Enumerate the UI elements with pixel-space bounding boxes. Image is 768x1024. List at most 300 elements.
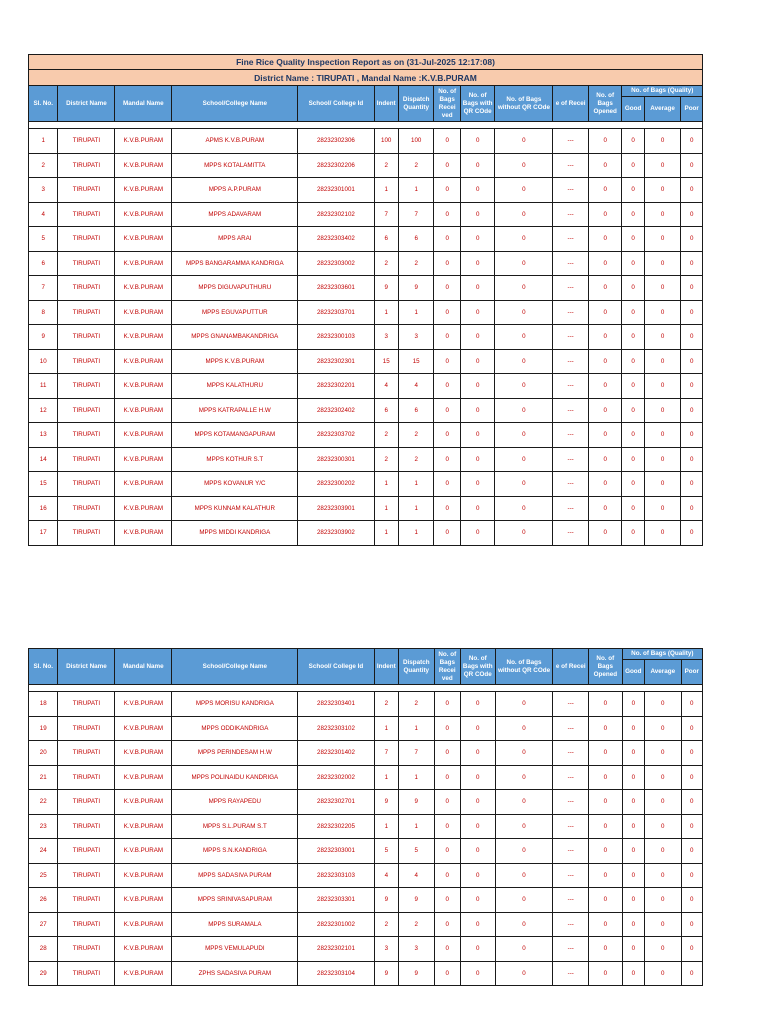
average-cell: 0 xyxy=(644,325,681,350)
col-header-good: Good xyxy=(622,660,644,685)
date-received-cell: --- xyxy=(553,325,589,350)
header-slot-1 xyxy=(29,86,703,129)
sl-no-cell: 20 xyxy=(29,741,58,766)
indent-cell: 2 xyxy=(374,912,398,937)
dispatch-cell: 9 xyxy=(398,790,434,815)
school-id-cell: 28232302205 xyxy=(298,814,374,839)
sl-no-cell: 15 xyxy=(29,472,58,497)
dispatch-cell: 9 xyxy=(398,276,434,301)
indent-cell: 2 xyxy=(374,447,398,472)
col-header-bags-opened: No. of Bags Opened xyxy=(589,649,623,685)
bags-opened-cell: 0 xyxy=(588,472,622,497)
school-name-cell: MPPS POLINAIDU KANDRIGA xyxy=(172,765,298,790)
district-cell: TIRUPATI xyxy=(58,790,115,815)
bags-received-cell: 0 xyxy=(434,839,460,864)
date-received-cell: --- xyxy=(553,496,589,521)
average-cell: 0 xyxy=(644,276,681,301)
bags-opened-cell: 0 xyxy=(589,863,623,888)
bags-without-qr-cell: 0 xyxy=(495,741,553,766)
poor-cell: 0 xyxy=(681,325,703,350)
col-header-school: School/College Name xyxy=(172,86,298,122)
indent-cell: 3 xyxy=(374,937,398,962)
date-received-cell: --- xyxy=(553,961,589,986)
sl-no-cell: 6 xyxy=(29,251,58,276)
bags-without-qr-cell: 0 xyxy=(495,496,553,521)
poor-cell: 0 xyxy=(681,227,703,252)
bags-received-cell: 0 xyxy=(434,325,460,350)
mandal-cell: K.V.B.PURAM xyxy=(115,300,172,325)
column-header-row xyxy=(29,86,703,97)
bags-opened-cell: 0 xyxy=(588,153,622,178)
date-received-cell: --- xyxy=(553,153,589,178)
mandal-cell: K.V.B.PURAM xyxy=(115,349,172,374)
table-row xyxy=(29,716,703,741)
bags-opened-cell: 0 xyxy=(588,300,622,325)
indent-cell: 1 xyxy=(374,765,398,790)
sl-no-cell: 3 xyxy=(29,178,58,203)
bags-qr-cell: 0 xyxy=(460,814,495,839)
sl-no-cell: 7 xyxy=(29,276,58,301)
bags-qr-cell: 0 xyxy=(460,741,495,766)
school-name-cell: MPPS K.V.B.PURAM xyxy=(172,349,298,374)
mandal-cell: K.V.B.PURAM xyxy=(115,227,172,252)
indent-cell: 4 xyxy=(374,374,398,399)
bags-qr-cell: 0 xyxy=(460,374,495,399)
table-row xyxy=(29,790,703,815)
indent-cell: 4 xyxy=(374,863,398,888)
bags-without-qr-cell: 0 xyxy=(495,790,553,815)
col-header-quality-group: No. of Bags (Quality) xyxy=(622,86,703,97)
bags-without-qr-cell: 0 xyxy=(495,178,553,203)
col-header-district: District Name xyxy=(58,86,115,122)
col-header-poor: Poor xyxy=(681,660,702,685)
bags-received-cell: 0 xyxy=(434,300,460,325)
indent-cell: 9 xyxy=(374,961,398,986)
school-id-cell: 28232303104 xyxy=(298,961,374,986)
table-row xyxy=(29,521,703,546)
school-id-cell: 28232302306 xyxy=(298,129,374,154)
bags-without-qr-cell: 0 xyxy=(495,251,553,276)
average-cell: 0 xyxy=(644,521,681,546)
dispatch-cell: 5 xyxy=(398,839,434,864)
dispatch-cell: 15 xyxy=(398,349,434,374)
district-cell: TIRUPATI xyxy=(58,423,115,448)
mandal-cell: K.V.B.PURAM xyxy=(115,692,172,717)
dispatch-cell: 2 xyxy=(398,447,434,472)
spacer-cell xyxy=(29,122,703,129)
indent-cell: 9 xyxy=(374,790,398,815)
school-id-cell: 28232300202 xyxy=(298,472,374,497)
average-cell: 0 xyxy=(644,472,681,497)
school-name-cell: MPPS KOTALAMITTA xyxy=(172,153,298,178)
bags-qr-cell: 0 xyxy=(460,153,495,178)
report-table xyxy=(28,54,703,546)
bags-opened-cell: 0 xyxy=(589,912,623,937)
bags-without-qr-cell: 0 xyxy=(495,398,553,423)
sl-no-cell: 19 xyxy=(29,716,58,741)
sl-no-cell: 9 xyxy=(29,325,58,350)
indent-cell: 6 xyxy=(374,398,398,423)
bags-without-qr-cell: 0 xyxy=(495,202,553,227)
school-id-cell: 28232302206 xyxy=(298,153,374,178)
bags-opened-cell: 0 xyxy=(589,888,623,913)
poor-cell: 0 xyxy=(681,398,703,423)
school-name-cell: MPPS EGUVAPUTTUR xyxy=(172,300,298,325)
poor-cell: 0 xyxy=(681,423,703,448)
bags-without-qr-cell: 0 xyxy=(495,423,553,448)
sl-no-cell: 10 xyxy=(29,349,58,374)
col-header-mandal: Mandal Name xyxy=(115,649,172,685)
date-received-cell: --- xyxy=(553,129,589,154)
bags-opened-cell: 0 xyxy=(588,349,622,374)
sl-no-cell: 5 xyxy=(29,227,58,252)
school-name-cell: MPPS SURAMALA xyxy=(172,912,298,937)
indent-cell: 1 xyxy=(374,472,398,497)
dispatch-cell: 2 xyxy=(398,251,434,276)
bags-qr-cell: 0 xyxy=(460,447,495,472)
sl-no-cell: 21 xyxy=(29,765,58,790)
good-cell: 0 xyxy=(622,496,644,521)
date-received-cell: --- xyxy=(553,790,589,815)
date-received-cell: --- xyxy=(553,839,589,864)
bags-qr-cell: 0 xyxy=(460,276,495,301)
poor-cell: 0 xyxy=(681,692,702,717)
bags-received-cell: 0 xyxy=(434,741,460,766)
district-cell: TIRUPATI xyxy=(58,276,115,301)
header-slot-2 xyxy=(29,649,703,692)
district-cell: TIRUPATI xyxy=(58,447,115,472)
table-row xyxy=(29,741,703,766)
school-name-cell: MPPS SADASIVA PURAM xyxy=(172,863,298,888)
school-id-cell: 28232303601 xyxy=(298,276,374,301)
mandal-cell: K.V.B.PURAM xyxy=(115,374,172,399)
bags-qr-cell: 0 xyxy=(460,227,495,252)
average-cell: 0 xyxy=(644,129,681,154)
indent-cell: 15 xyxy=(374,349,398,374)
district-cell: TIRUPATI xyxy=(58,863,115,888)
school-name-cell: MPPS KOTHUR S.T xyxy=(172,447,298,472)
dispatch-cell: 1 xyxy=(398,765,434,790)
school-name-cell: MPPS SRINIVASAPURAM xyxy=(172,888,298,913)
average-cell: 0 xyxy=(644,961,681,986)
school-name-cell: MPPS MIDDI KANDRIGA xyxy=(172,521,298,546)
good-cell: 0 xyxy=(622,276,644,301)
bags-without-qr-cell: 0 xyxy=(495,863,553,888)
school-id-cell: 28232301402 xyxy=(298,741,374,766)
bags-opened-cell: 0 xyxy=(589,961,623,986)
good-cell: 0 xyxy=(622,472,644,497)
indent-cell: 3 xyxy=(374,325,398,350)
bags-received-cell: 0 xyxy=(434,912,460,937)
report-title: Fine Rice Quality Inspection Report as on (31-Jul-2025 12:17:08) xyxy=(29,55,703,70)
col-header-district: District Name xyxy=(58,649,115,685)
date-received-cell: --- xyxy=(553,472,589,497)
date-received-cell: --- xyxy=(553,765,589,790)
poor-cell: 0 xyxy=(681,888,702,913)
bags-opened-cell: 0 xyxy=(588,521,622,546)
sl-no-cell: 25 xyxy=(29,863,58,888)
bags-without-qr-cell: 0 xyxy=(495,814,553,839)
mandal-cell: K.V.B.PURAM xyxy=(115,839,172,864)
bags-qr-cell: 0 xyxy=(460,178,495,203)
sl-no-cell: 1 xyxy=(29,129,58,154)
dispatch-cell: 1 xyxy=(398,300,434,325)
bags-received-cell: 0 xyxy=(434,814,460,839)
table-row xyxy=(29,814,703,839)
sl-no-cell: 13 xyxy=(29,423,58,448)
good-cell: 0 xyxy=(622,888,644,913)
bags-qr-cell: 0 xyxy=(460,863,495,888)
good-cell: 0 xyxy=(622,129,644,154)
average-cell: 0 xyxy=(644,741,681,766)
average-cell: 0 xyxy=(644,496,681,521)
indent-cell: 5 xyxy=(374,839,398,864)
school-id-cell: 28232303102 xyxy=(298,716,374,741)
report-table-page-1 xyxy=(28,54,703,546)
bags-received-cell: 0 xyxy=(434,521,460,546)
good-cell: 0 xyxy=(622,814,644,839)
col-header-date-received: e of Recei xyxy=(553,86,589,122)
date-received-cell: --- xyxy=(553,276,589,301)
date-received-cell: --- xyxy=(553,888,589,913)
school-id-cell: 28232300103 xyxy=(298,325,374,350)
average-cell: 0 xyxy=(644,227,681,252)
indent-cell: 100 xyxy=(374,129,398,154)
school-name-cell: MPPS KOVANUR Y/C xyxy=(172,472,298,497)
good-cell: 0 xyxy=(622,741,644,766)
bags-without-qr-cell: 0 xyxy=(495,937,553,962)
bags-received-cell: 0 xyxy=(434,790,460,815)
school-id-cell: 28232302701 xyxy=(298,790,374,815)
school-name-cell: MPPS DIGUVAPUTHURU xyxy=(172,276,298,301)
sl-no-cell: 12 xyxy=(29,398,58,423)
sl-no-cell: 23 xyxy=(29,814,58,839)
school-name-cell: MPPS MORISU KANDRIGA xyxy=(172,692,298,717)
good-cell: 0 xyxy=(622,912,644,937)
good-cell: 0 xyxy=(622,300,644,325)
good-cell: 0 xyxy=(622,251,644,276)
date-received-cell: --- xyxy=(553,912,589,937)
average-cell: 0 xyxy=(644,912,681,937)
date-received-cell: --- xyxy=(553,227,589,252)
bags-without-qr-cell: 0 xyxy=(495,888,553,913)
average-cell: 0 xyxy=(644,251,681,276)
bags-qr-cell: 0 xyxy=(460,839,495,864)
bags-received-cell: 0 xyxy=(434,153,460,178)
indent-cell: 9 xyxy=(374,888,398,913)
bags-without-qr-cell: 0 xyxy=(495,349,553,374)
district-cell: TIRUPATI xyxy=(58,153,115,178)
bags-qr-cell: 0 xyxy=(460,251,495,276)
col-header-average: Average xyxy=(644,97,681,122)
district-cell: TIRUPATI xyxy=(58,325,115,350)
school-name-cell: APMS K.V.B.PURAM xyxy=(172,129,298,154)
mandal-cell: K.V.B.PURAM xyxy=(115,912,172,937)
col-header-bags-qr: No. of Bags with QR COde xyxy=(460,86,495,122)
col-header-bags-received: No. of Bags Recei ved xyxy=(434,649,460,685)
district-cell: TIRUPATI xyxy=(58,349,115,374)
school-id-cell: 28232302102 xyxy=(298,202,374,227)
bags-qr-cell: 0 xyxy=(460,325,495,350)
indent-cell: 6 xyxy=(374,227,398,252)
table-row xyxy=(29,374,703,399)
school-name-cell: MPPS KOTAMANGAPURAM xyxy=(172,423,298,448)
bags-received-cell: 0 xyxy=(434,251,460,276)
date-received-cell: --- xyxy=(553,692,589,717)
average-cell: 0 xyxy=(644,814,681,839)
bags-received-cell: 0 xyxy=(434,349,460,374)
bags-received-cell: 0 xyxy=(434,692,460,717)
school-id-cell: 28232302101 xyxy=(298,937,374,962)
school-id-cell: 28232303002 xyxy=(298,251,374,276)
school-name-cell: MPPS S.L.PURAM S.T xyxy=(172,814,298,839)
bags-received-cell: 0 xyxy=(434,716,460,741)
dispatch-cell: 7 xyxy=(398,202,434,227)
bags-without-qr-cell: 0 xyxy=(495,839,553,864)
col-header-bags-without-qr: No. of Bags without QR COde xyxy=(495,86,553,122)
average-cell: 0 xyxy=(644,692,681,717)
school-name-cell: MPPS A.P.PURAM xyxy=(172,178,298,203)
school-name-cell: MPPS BANGARAMMA KANDRIGA xyxy=(172,251,298,276)
average-cell: 0 xyxy=(644,839,681,864)
bags-received-cell: 0 xyxy=(434,374,460,399)
bags-qr-cell: 0 xyxy=(460,692,495,717)
col-header-average: Average xyxy=(644,660,681,685)
sl-no-cell: 22 xyxy=(29,790,58,815)
date-received-cell: --- xyxy=(553,251,589,276)
good-cell: 0 xyxy=(622,521,644,546)
dispatch-cell: 1 xyxy=(398,814,434,839)
district-cell: TIRUPATI xyxy=(58,888,115,913)
sl-no-cell: 4 xyxy=(29,202,58,227)
bags-received-cell: 0 xyxy=(434,496,460,521)
good-cell: 0 xyxy=(622,790,644,815)
bags-opened-cell: 0 xyxy=(588,276,622,301)
school-id-cell: 28232301001 xyxy=(298,178,374,203)
indent-cell: 1 xyxy=(374,300,398,325)
district-cell: TIRUPATI xyxy=(58,251,115,276)
bags-received-cell: 0 xyxy=(434,423,460,448)
bags-opened-cell: 0 xyxy=(588,398,622,423)
table-row xyxy=(29,276,703,301)
bags-qr-cell: 0 xyxy=(460,790,495,815)
school-id-cell: 28232303902 xyxy=(298,521,374,546)
dispatch-cell: 1 xyxy=(398,472,434,497)
poor-cell: 0 xyxy=(681,765,702,790)
indent-cell: 2 xyxy=(374,692,398,717)
bags-opened-cell: 0 xyxy=(589,765,623,790)
bags-received-cell: 0 xyxy=(434,202,460,227)
school-name-cell: MPPS KALATHURU xyxy=(172,374,298,399)
date-received-cell: --- xyxy=(553,398,589,423)
dispatch-cell: 100 xyxy=(398,129,434,154)
mandal-cell: K.V.B.PURAM xyxy=(115,129,172,154)
report-table-page-2 xyxy=(28,648,703,986)
poor-cell: 0 xyxy=(681,349,703,374)
col-header-bags-qr: No. of Bags with QR COde xyxy=(460,649,495,685)
sl-no-cell: 17 xyxy=(29,521,58,546)
school-id-cell: 28232302002 xyxy=(298,765,374,790)
col-header-mandal: Mandal Name xyxy=(115,86,172,122)
bags-received-cell: 0 xyxy=(434,129,460,154)
dispatch-cell: 6 xyxy=(398,227,434,252)
column-header-row xyxy=(29,649,703,660)
poor-cell: 0 xyxy=(681,912,702,937)
good-cell: 0 xyxy=(622,716,644,741)
table-row xyxy=(29,961,703,986)
dispatch-cell: 4 xyxy=(398,374,434,399)
col-header-school-id: School/ College Id xyxy=(298,86,374,122)
bags-without-qr-cell: 0 xyxy=(495,227,553,252)
district-cell: TIRUPATI xyxy=(58,129,115,154)
table-row xyxy=(29,300,703,325)
school-name-cell: MPPS KATRAPALLE H.W xyxy=(172,398,298,423)
dispatch-cell: 2 xyxy=(398,423,434,448)
dispatch-cell: 9 xyxy=(398,961,434,986)
school-id-cell: 28232303901 xyxy=(298,496,374,521)
date-received-cell: --- xyxy=(553,178,589,203)
bags-without-qr-cell: 0 xyxy=(495,716,553,741)
bags-opened-cell: 0 xyxy=(589,937,623,962)
bags-received-cell: 0 xyxy=(434,937,460,962)
bags-opened-cell: 0 xyxy=(588,202,622,227)
mandal-cell: K.V.B.PURAM xyxy=(115,937,172,962)
mandal-cell: K.V.B.PURAM xyxy=(115,521,172,546)
poor-cell: 0 xyxy=(681,839,702,864)
indent-cell: 7 xyxy=(374,741,398,766)
district-cell: TIRUPATI xyxy=(58,937,115,962)
school-name-cell: MPPS KUNNAM KALATHUR xyxy=(172,496,298,521)
date-received-cell: --- xyxy=(553,423,589,448)
col-header-school: School/College Name xyxy=(172,649,298,685)
average-cell: 0 xyxy=(644,863,681,888)
bags-qr-cell: 0 xyxy=(460,716,495,741)
good-cell: 0 xyxy=(622,839,644,864)
mandal-cell: K.V.B.PURAM xyxy=(115,153,172,178)
district-cell: TIRUPATI xyxy=(58,472,115,497)
bags-opened-cell: 0 xyxy=(588,227,622,252)
dispatch-cell: 4 xyxy=(398,863,434,888)
average-cell: 0 xyxy=(644,202,681,227)
col-header-dispatch: Dispatch Quantity xyxy=(398,86,434,122)
dispatch-cell: 3 xyxy=(398,325,434,350)
average-cell: 0 xyxy=(644,178,681,203)
average-cell: 0 xyxy=(644,153,681,178)
indent-cell: 2 xyxy=(374,251,398,276)
poor-cell: 0 xyxy=(681,716,702,741)
poor-cell: 0 xyxy=(681,178,703,203)
average-cell: 0 xyxy=(644,888,681,913)
table-row xyxy=(29,227,703,252)
good-cell: 0 xyxy=(622,863,644,888)
indent-cell: 1 xyxy=(374,716,398,741)
table-row xyxy=(29,496,703,521)
bags-without-qr-cell: 0 xyxy=(495,521,553,546)
mandal-cell: K.V.B.PURAM xyxy=(115,447,172,472)
date-received-cell: --- xyxy=(553,814,589,839)
sl-no-cell: 2 xyxy=(29,153,58,178)
mandal-cell: K.V.B.PURAM xyxy=(115,202,172,227)
district-cell: TIRUPATI xyxy=(58,202,115,227)
dispatch-cell: 1 xyxy=(398,716,434,741)
poor-cell: 0 xyxy=(681,251,703,276)
date-received-cell: --- xyxy=(553,374,589,399)
bags-opened-cell: 0 xyxy=(589,814,623,839)
bags-qr-cell: 0 xyxy=(460,129,495,154)
sl-no-cell: 11 xyxy=(29,374,58,399)
bags-opened-cell: 0 xyxy=(588,374,622,399)
school-name-cell: MPPS GNANAMBAKANDRIGA xyxy=(172,325,298,350)
